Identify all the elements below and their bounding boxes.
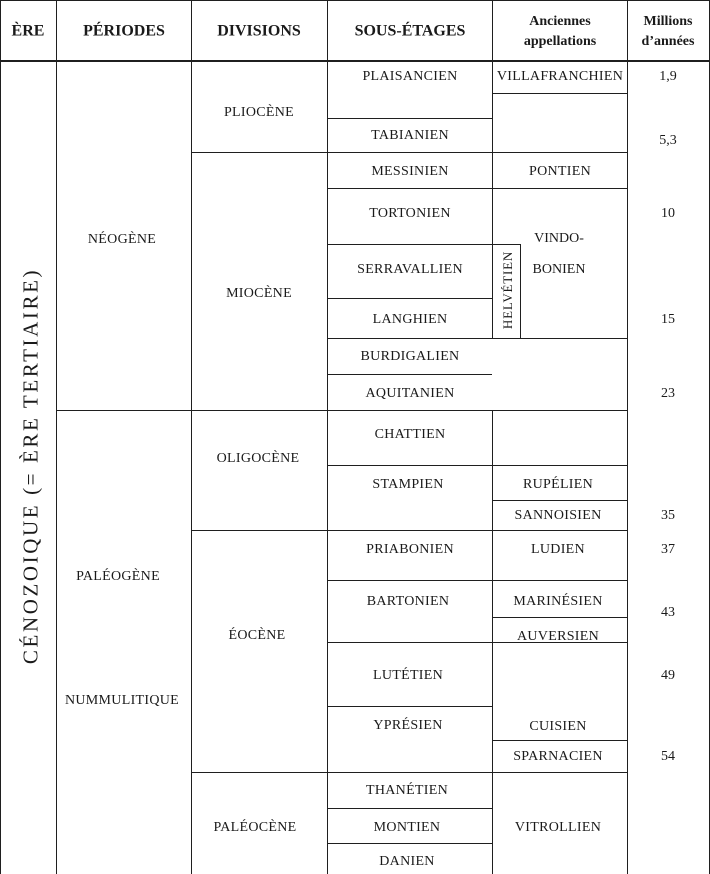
stage-stampien: STAMPIEN [372,477,444,492]
oldname-marinesien: MARINÉSIEN [513,594,603,609]
age-37: 37 [661,542,675,557]
header-anciennes-line1: Anciennes [529,14,591,29]
division-pliocene: PLIOCÈNE [223,105,295,120]
period-nummulitique: NUMMULITIQUE [64,693,180,708]
stage-montien: MONTIEN [373,820,441,835]
stage-chattien: CHATTIEN [374,427,446,442]
old-name-line [492,772,627,773]
division-paleocene: PALÉOCÈNE [213,820,297,835]
age-10: 10 [661,206,675,221]
stage-bartonien: BARTONIEN [366,594,450,609]
col-sep-periodes [191,0,192,874]
stage-line [327,706,492,707]
stage-ypresien: YPRÉSIEN [373,718,443,733]
stage-lutetien: LUTÉTIEN [372,668,444,683]
age-1-9: 1,9 [659,69,677,84]
stage-line [492,500,627,501]
stage-serravallien: SERRAVALLIEN [357,262,463,277]
stage-line [327,465,627,466]
col-sep-ere [56,0,57,874]
age-49: 49 [661,668,675,683]
old-name-line [492,93,627,94]
stage-line [327,580,627,581]
stage-line [492,740,627,741]
age-23: 23 [661,386,675,401]
oldname-ludien: LUDIEN [531,542,585,557]
stage-line [327,298,492,299]
division-oligocene: OLIGOCÈNE [216,451,300,466]
oldname-bonien: BONIEN [532,262,586,277]
header-millions-line2: d’années [641,34,695,49]
age-5-3: 5,3 [659,133,677,148]
table-top-border [0,0,710,1]
col-sep-anciennes [627,0,628,874]
oldname-rupelien: RUPÉLIEN [522,477,594,492]
stage-line [492,617,627,618]
stage-plaisancien: PLAISANCIEN [362,69,458,84]
stage-line [327,843,492,844]
age-43: 43 [661,605,675,620]
helvetien-right-border [520,244,521,338]
col-sep-stages-1 [492,62,493,338]
old-name-line [492,152,627,153]
age-15: 15 [661,312,675,327]
oldname-sannoisien: SANNOISIEN [514,508,602,523]
stage-line [327,244,520,245]
era-label: CÉNOZOIQUE (= ÈRE TERTIAIRE) [18,267,43,665]
stage-danien: DANIEN [379,854,435,869]
oldname-villafranchien: VILLAFRANCHIEN [496,69,624,84]
old-name-line [492,530,627,531]
stage-langhien: LANGHIEN [372,312,448,327]
oldname-pontien: PONTIEN [529,164,591,179]
stage-aquitanien: AQUITANIEN [365,386,455,401]
period-neogene: NÉOGÈNE [87,232,157,247]
table-left-border [0,0,1,874]
stage-burdigalien: BURDIGALIEN [360,349,460,364]
stage-line [327,808,492,809]
header-divisions: DIVISIONS [217,22,301,40]
header-periodes: PÉRIODES [83,22,165,40]
age-35: 35 [661,508,675,523]
header-anciennes-line2: appellations [523,34,597,49]
col-sep-divisions [327,0,328,874]
division-miocene: MIOCÈNE [226,286,292,301]
stage-tortonien: TORTONIEN [369,206,451,221]
header-millions-line1: Millions [643,14,693,29]
stage-line [327,118,492,119]
header-ere: ÈRE [11,22,45,40]
oldname-cuisien: CUISIEN [529,719,587,734]
header-bottom-border [0,60,710,62]
oldname-sparnacien: SPARNACIEN [513,749,603,764]
oldname-helvetien: HELVÉTIEN [500,250,515,330]
period-paleogene: PALÉOGÈNE [76,569,160,584]
stage-line [327,338,627,339]
oldname-vitrollien: VITROLLIEN [514,820,602,835]
col-sep-sous-etages-header [492,0,493,62]
old-name-line [492,410,627,411]
stage-priabonien: PRIABONIEN [366,542,454,557]
stage-messinien: MESSINIEN [371,164,449,179]
stage-tabianien: TABIANIEN [371,128,449,143]
header-sous-etages: SOUS-ÉTAGES [354,22,466,40]
oldname-vindo: VINDO- [534,231,584,246]
age-54: 54 [661,749,675,764]
stage-line [327,374,492,375]
stage-line [327,188,627,189]
stage-thanetien: THANÉTIEN [365,783,449,798]
division-eocene: ÉOCÈNE [228,628,286,643]
oldname-auversien: AUVERSIEN [516,629,600,644]
